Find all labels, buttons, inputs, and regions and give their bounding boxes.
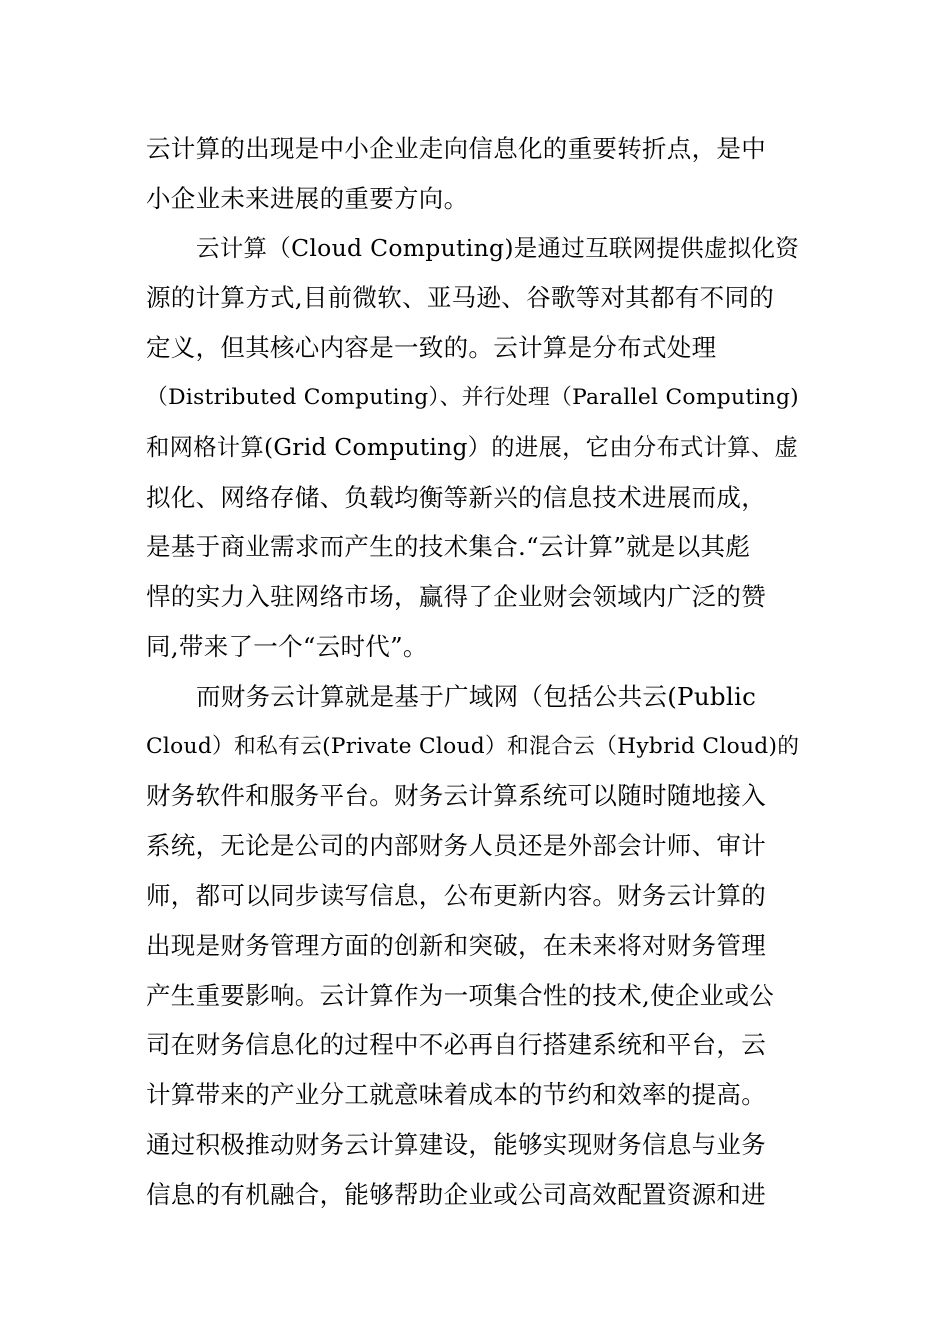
document-body — [146, 124, 811, 1220]
text-line: 小企业未来进展的重要方向。 — [146, 183, 469, 213]
text-line: 信息的有机融合，能够帮助企业或公司高效配置资源和进 — [146, 1179, 766, 1209]
text-line: 司在财务信息化的过程中不必再自行搭建系统和平台，云 — [146, 1030, 766, 1060]
text-line: 而财务云计算就是基于广域网（包括公共云(Public — [196, 681, 757, 711]
text-line: 出现是财务管理方面的创新和突破，在未来将对财务管理 — [146, 930, 766, 960]
text-line: 产生重要影响。云计算作为一项集合性的技术,使企业或公 — [146, 980, 775, 1010]
text-line: 财务软件和服务平台。财务云计算系统可以随时随地接入 — [146, 781, 766, 811]
text-line: 师，都可以同步读写信息，公布更新内容。财务云计算的 — [146, 880, 766, 910]
text-line: 源的计算方式,目前微软、亚马逊、谷歌等对其都有不同的 — [146, 283, 775, 313]
paragraph — [146, 672, 811, 1220]
paragraph — [146, 224, 811, 672]
text-line: 同,带来了一个“云时代”。 — [146, 631, 428, 661]
paragraph — [146, 124, 811, 224]
text-line: 云计算（Cloud Computing)是通过互联网提供虚拟化资 — [196, 233, 799, 262]
text-line: 悍的实力入驻网络市场，赢得了企业财会领域内广泛的赞 — [146, 582, 766, 612]
text-line: （Distributed Computing）、并行处理（Parallel Computing) — [146, 384, 799, 410]
text-line: 通过积极推动财务云计算建设，能够实现财务信息与业务 — [146, 1129, 766, 1159]
text-line: 定义，但其核心内容是一致的。云计算是分布式处理 — [146, 333, 717, 363]
text-line: 和网格计算(Grid Computing）的进展，它由分布式计算、虚 — [146, 433, 799, 461]
text-line: 是基于商业需求而产生的技术集合.“云计算”就是以其彪 — [146, 532, 751, 562]
text-line: 系统，无论是公司的内部财务人员还是外部会计师、审计 — [146, 831, 766, 861]
text-line: Cloud）和私有云(Private Cloud）和混合云（Hybrid Cloud)的 — [146, 733, 800, 759]
text-line: 计算带来的产业分工就意味着成本的节约和效率的提高。 — [146, 1080, 766, 1110]
text-line: 拟化、网络存储、负载均衡等新兴的信息技术进展而成， — [146, 482, 766, 512]
text-line: 云计算的出现是中小企业走向信息化的重要转折点，是中 — [146, 134, 766, 163]
